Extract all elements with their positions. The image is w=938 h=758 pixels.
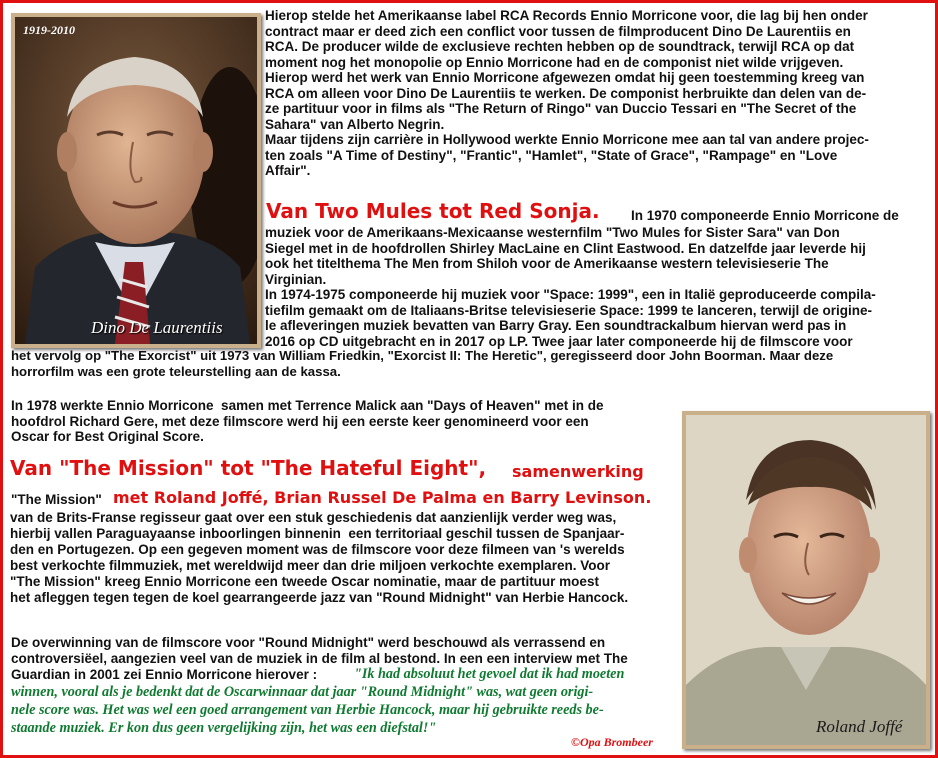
signature: ©Opa Brombeer — [571, 735, 653, 749]
photo-caption-dino: Dino De Laurentiis — [91, 318, 223, 337]
paragraph-1970: muziek voor de Amerikaans-Mexicaanse westernfilm "Two Mules for Sister Sara" van Don Siegel met in de hoofdrollen Shirley MacLaine en Clint Eastwood. En datzelfde jaar leverde hij ook het titelthema The Men from Shiloh voor de Amerikaanse western televisieserie The Virginian. In 1974-1975 componeerde hij muziek voor "Space: 1999", een in Italië geproduceerde compila- tiefilm gemaakt om de Italiaans-Britse televisieserie Space: 1999 te lanceren, terwijl de origine- le afleveringen muziek bevatten van Barry Gray. Een soundtrackalbum hiervan werd pas in 2016 op CD uitgebracht en in 2017 op LP. Twee jaar later componeerde hij de filmscore voor — [265, 225, 876, 349]
the-mission-label: "The Mission" — [11, 492, 102, 507]
paragraph-rca: Hierop stelde het Amerikaanse label RCA Records Ennio Morricone voor, die lag bij hen onder contract maar er deed zich een conflict voor tussen de filmproducent Dino De Laurentiis en RCA. De producer wilde de exclusieve rechten hebben op de soundtrack, terwijl RCA op dat moment nog het monopolie op Ennio Morricone had en de componist niet wilde vrijgeven. Hierop werd het werk van Ennio Morricone afgewezen omdat hij geen toestemming kreeg van RCA om alleen voor Dino De Laurentiis te werken. De componist herbruikte dan delen van de- ze partituur voor in films als "The Return of Ringo" van Duccio Tessari en "The Secret of the Sahara" van Alberto Negrin. Maar tijdens zijn carrière in Hollywood werkte Ennio Morricone mee aan tal van andere projec- ten zoals "A Time of Destiny", "Frantic", "Hamlet", "State of Grace", "Rampage" en "Love Affair". — [265, 8, 869, 178]
paragraph-exorcist: het vervolg op "The Exorcist" uit 1973 van William Friedkin, "Exorcist II: The Heretic", geregisseerd door John Boorman. Maar deze horrorfilm was een grote teleurstelling aan de kassa. — [11, 348, 834, 379]
paragraph-round-midnight: De overwinning van de filmscore voor "Round Midnight" werd beschouwd als verrassend en controversiëel, aangezien veel van de muziek in de film al bestond. In een een interview met The Guardian in 2001 zei Ennio Morricone hierover : — [11, 635, 628, 682]
dino-de-laurentiis-photo — [11, 13, 261, 348]
roland-joffe-photo — [682, 411, 930, 749]
portrait-illustration-right — [686, 415, 926, 745]
heading-two-mules-red-sonja: Van Two Mules tot Red Sonja. — [266, 199, 600, 223]
quote-morricone: winnen, vooral als je bedenkt dat de Oscarwinnaar dat jaar "Round Midnight" was, wat geen origi- nele score was. Het was wel een goed arrangement van Herbie Hancock, maar hij gebruikte reeds be- staande muziek. Er kon dus geen vergelijking zijn, het was een diefstal!" — [11, 684, 604, 736]
paragraph-1978: In 1978 werkte Ennio Morricone samen met Terrence Malick aan "Days of Heaven" met in de hoofdrol Richard Gere, met deze filmscore werd hij een eerste keer genomineerd voor een Oscar for Best Original Score. — [11, 398, 604, 444]
paragraph-1970-intro: In 1970 componeerde Ennio Morricone de — [631, 208, 899, 223]
heading-directors: met Roland Joffé, Brian Russel De Palma en Barry Levinson. — [113, 488, 652, 507]
photo-caption-roland: Roland Joffé — [816, 717, 903, 736]
paragraph-mission: van de Brits-Franse regisseur gaat over een stuk geschiedenis dat aanzienlijk verder weg was, hierbij vallen Paraguayaanse inboorlingen binnenin een territoriaal geschil tussen de Spanjaar- den en Portugezen. Op een gegeven moment was de filmscore voor deze filmeen van 's werelds best verkochte filmmuziek, met wereldwijd meer dan drie miljoen verkochte exemplaren. Voor "The Mission" kreeg Ennio Morricone een tweede Oscar nominatie, maar de partituur moest het afleggen tegen tegen de koel gearrangeerde jazz van "Round Midnight" van Herbie Hancock. — [10, 510, 629, 605]
heading-samenwerking: samenwerking — [512, 462, 644, 481]
heading-the-mission: Van "The Mission" tot "The Hateful Eight", — [10, 456, 487, 480]
quote-morricone-intro: "Ik had absoluut het gevoel dat ik had moeten — [354, 666, 625, 682]
portrait-illustration-left — [15, 17, 257, 344]
years-label: 1919-2010 — [23, 23, 75, 37]
